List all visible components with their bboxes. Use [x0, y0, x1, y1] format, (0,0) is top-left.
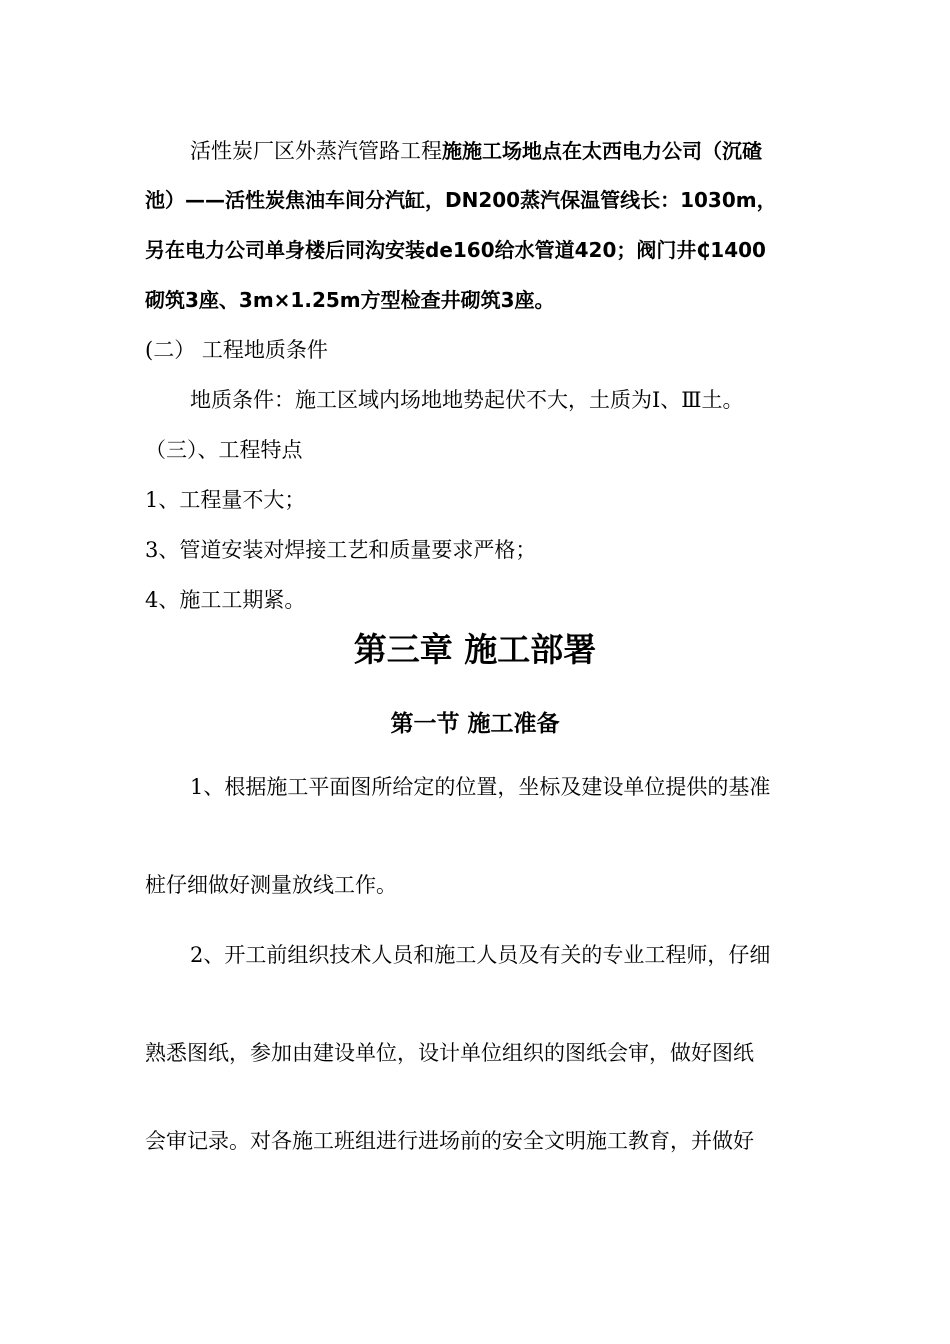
geology-heading: (二） 工程地质条件 — [145, 338, 328, 362]
feature-item-1: 1、工程量不大； — [145, 488, 306, 512]
para1-line-1b: 施施工场地点在太西电力公司（沉碴 — [442, 139, 762, 163]
feature-item-2: 3、管道安装对焊接工艺和质量要求严格； — [145, 538, 537, 562]
chapter-title: 第三章 施工部署 — [353, 630, 597, 669]
para1-line-2: 池）——活性炭焦油车间分汽缸，DN200蒸汽保温管线长：1030m， — [145, 188, 777, 212]
prep-para2-line-2: 熟悉图纸，参加由建设单位，设计单位组织的图纸会审，做好图纸 — [145, 1041, 754, 1065]
prep-para1-line-1: 1、根据施工平面图所给定的位置，坐标及建设单位提供的基准 — [190, 775, 771, 799]
para1-line-3: 另在电力公司单身楼后同沟安装de160给水管道420；阀门井₵1400 — [145, 238, 766, 262]
prep-para2-line-3: 会审记录。对各施工班组进行进场前的安全文明施工教育，并做好 — [145, 1129, 754, 1153]
para1-line-1 — [190, 137, 762, 165]
features-heading: （三）、工程特点 — [145, 438, 303, 462]
section-title: 第一节 施工准备 — [390, 711, 560, 737]
geology-text: 地质条件：施工区域内场地地势起伏不大，土质为Ⅰ、Ⅲ土。 — [190, 388, 744, 412]
feature-item-3: 4、施工工期紧。 — [145, 588, 306, 612]
prep-para2-line-1: 2、开工前组织技术人员和施工人员及有关的专业工程师，仔细 — [190, 943, 771, 967]
prep-para1-line-2: 桩仔细做好测量放线工作。 — [145, 873, 397, 897]
para1-line-4: 砌筑3座、3m×1.25m方型检查井砌筑3座。 — [145, 288, 555, 312]
para1-line-1a: 活性炭厂区外蒸汽管路工程 — [190, 139, 442, 163]
